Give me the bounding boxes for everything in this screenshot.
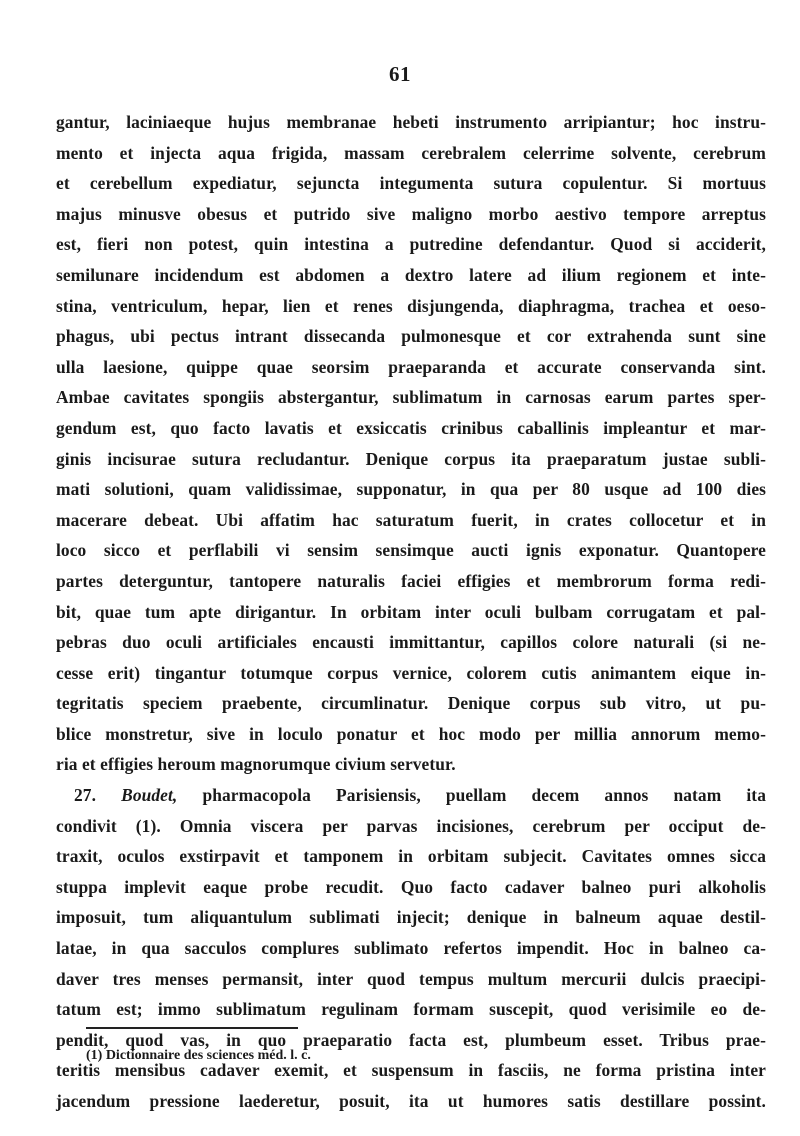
text-line: Ambae cavitates spongiis abstergantur, sublimatum in carnosas earum partes sper- — [56, 387, 766, 408]
paragraph-first-line-text: pharmacopola Parisiensis, puellam decem annos natam ita — [202, 785, 766, 806]
text-line: semilunare incidendum est abdomen a dextro latere ad ilium regionem et inte- — [56, 264, 766, 285]
text-line: condivit (1). Omnia viscera per parvas incisiones, cerebrum per occiput de- — [56, 815, 766, 836]
text-line: pendit, quod vas, in quo praeparatio facta est, plumbeum esset. Tribus prae- — [56, 1029, 766, 1050]
text-line: daver tres menses permansit, inter quod tempus multum mercurii dulcis praecipi- — [56, 968, 766, 989]
text-line: latae, in qua sacculos complures sublimato refertos impendit. Hoc in balneo ca- — [56, 938, 766, 959]
text-line: pebras duo oculi artificiales encausti immittantur, capillos colore naturali (si ne- — [56, 632, 766, 653]
text-line: et cerebellum expediatur, sejuncta integumenta sutura copulentur. Si mortuus — [56, 173, 766, 194]
text-line: majus minusve obesus et putrido sive maligno morbo aestivo tempore arreptus — [56, 203, 766, 224]
text-line: tatum est; immo sublimatum regulinam formam suscepit, quod verisimile eo de- — [56, 999, 766, 1020]
page-number: 61 — [389, 62, 411, 86]
body-text — [56, 107, 766, 1117]
text-line: cesse erit) tingantur totumque corpus vernice, colorem cutis animantem eique in- — [56, 662, 766, 683]
text-line: bit, quae tum apte dirigantur. In orbitam inter oculi bulbam corrugatam et pal- — [56, 601, 766, 622]
text-line: jacendum pressione laederetur, posuit, ita ut humores satis destillare possint. — [56, 1091, 766, 1111]
text-line: stuppa implevit eaque probe recudit. Quo facto cadaver balneo puri alkoholis — [56, 876, 766, 897]
person-name: Boudet, — [121, 785, 178, 806]
text-line: partes deterguntur, tantopere naturalis faciei effigies et membrorum forma redi- — [56, 570, 766, 591]
text-line: imposuit, tum aliquantulum sublimati injecit; denique in balneum aquae destil- — [56, 907, 766, 928]
text-line: blice monstretur, sive in loculo ponatur et hoc modo per millia annorum memo- — [56, 723, 766, 744]
text-line: mati solutioni, quam validissimae, supponatur, in qua per 80 usque ad 100 dies — [56, 479, 766, 500]
footnote-divider — [86, 1027, 298, 1029]
footnote: (1) Dictionnaire des sciences méd. l. c. — [86, 1048, 311, 1063]
text-line: loco sicco et perflabili vi sensim sensimque aucti ignis exponatur. Quantopere — [56, 540, 766, 561]
text-line: traxit, oculos exstirpavit et tamponem in orbitam subjecit. Cavitates omnes sicca — [56, 846, 766, 867]
text-line: phagus, ubi pectus intrant dissecanda pulmonesque et cor extrahenda sunt sine — [56, 326, 766, 347]
text-line-content: ria et effigies heroum magnorumque civium servetur. — [56, 754, 456, 775]
text-line: macerare debeat. Ubi affatim hac saturatum fuerit, in crates collocetur et in — [56, 509, 766, 530]
text-line: teritis mensibus cadaver exemit, et suspensum in fasciis, ne forma pristina inter — [56, 1060, 766, 1081]
text-line: mento et injecta aqua frigida, massam cerebralem celerrime solvente, cerebrum — [56, 142, 766, 163]
text-line: est, fieri non potest, quin intestina a putredine defendantur. Quod si acciderit, — [56, 234, 766, 255]
text-line: tegritatis speciem praebente, circumlinatur. Denique corpus sub vitro, ut pu- — [56, 693, 766, 714]
text-line: ginis incisurae sutura recludantur. Denique corpus ita praeparatum justae subli- — [56, 448, 766, 469]
paragraph-27-first-line — [56, 780, 766, 811]
text-line: ulla laesione, quippe quae seorsim praeparanda et accurate conservanda sint. — [56, 356, 766, 377]
text-line: stina, ventriculum, hepar, lien et renes disjungenda, diaphragma, trachea et oeso- — [56, 295, 766, 316]
text-line: gendum est, quo facto lavatis et exsiccatis crinibus caballinis impleantur et mar- — [56, 417, 766, 438]
text-line — [56, 749, 766, 780]
text-line: gantur, laciniaeque hujus membranae hebeti instrumento arripiantur; hoc instru- — [56, 112, 766, 132]
paragraph-number: 27. — [74, 785, 97, 806]
